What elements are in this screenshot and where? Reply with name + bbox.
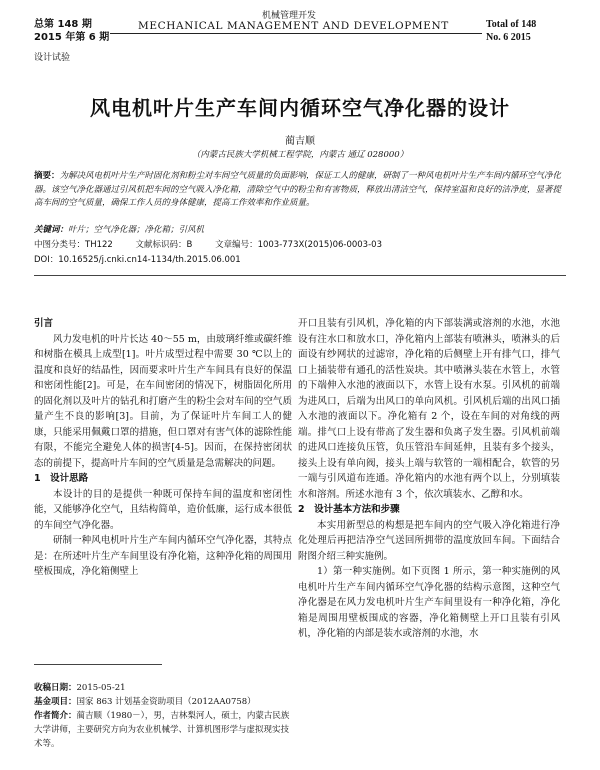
keywords-label: 关键词： [34, 225, 69, 235]
received-value: 2015-05-21 [76, 683, 126, 693]
author-affiliation: （内蒙古民族大学机械工程学院，内蒙古 通辽 028000） [191, 150, 409, 160]
header-rule [110, 33, 482, 34]
paragraph: 风力发电机的叶片长达 40～55 m，由玻璃纤维或碳纤维和树脂在模具上成型[1]。叶片成型过程中需要 30 ℃以上的温度和良好的结晶性，因而要求叶片生产车间具有良好的保温和密闭性能[2]。可是，在车间密闭的情况下，树脂固化所用的固化剂以及叶片的钻孔和打磨产生的粉尘会对车间的空气质量产生不良的影响[3]。目前，为了保证叶片车间工人的健康，只能采用佩戴口罩的措施，但口罩对有害气体的滤除性能有限，不能完全避免人体的损害[4-5]。因而，在保持密闭状态的前提下，提高叶片车间的空气质量是急需解决的问题。 [34, 333, 292, 469]
abstract-rule [34, 275, 566, 276]
fund-project [34, 695, 292, 709]
right-column [298, 316, 560, 642]
abstract-text: 为解决风电机叶片生产时固化剂和粉尘对车间空气质量的负面影响，保证工人的健康，研制了一种风电机叶片生产车间内循环空气净化器。该空气净化器通过引风机把车间的空气吸入净化箱，清除空气中的粉尘和有害物质，释放出清洁空气，保持室温和良好的洁净度，显著提高车间的空气质量，确保工作人员的身体健康，提高工作效率和作业质量。 [34, 171, 562, 208]
paragraph: 1）第一种实施例。如下页图 1 所示，第一种实施例的风电机叶片生产车间内循环空气净化器的结构示意图，这种空气净化器是在风力发电机叶片生产车间里设有一种净化箱，净化箱是周围用壁板围成的容器，净化箱侧壁上开口且装有引风机，净化箱的内部是装水或溶剂的水池，水 [298, 566, 560, 639]
received-label: 收稿日期： [34, 683, 77, 693]
paragraph: 开口且装有引风机，净化箱的内下部装满或溶剂的水池，水池设有注水口和放水口，净化箱内上部装有喷淋头，喷淋头的后面设有纱网状的过滤帘，净化箱的后侧壁上开有排气口，排气口上插装带有通孔的活性炭块。其中喷淋头装在水管上，水管的下端伸入水池的液面以下，水管上设有水泵。引风机的前端为进风口，后端为出风口的单向风机。引风机后端的出风口插入水池的液面以下。净化箱有 2 个，设在车间的对角线的两端。排气口上设有带高了发生器和负离子发生器。引风机前端的进风口连接负压管，负压管沿车间延伸，且装有多个接头，接头上设有单向阀，接头上端与软管的一端相配合，软管的另一端与引风道布连通。净化箱内的水池有两个以上，分别填装水和溶剂。所述水池有 3 个，依次填装水、乙醇和水。 [298, 318, 560, 500]
abstract [34, 170, 562, 211]
received-date [34, 681, 292, 695]
document-code: 文献标识码：B [135, 240, 193, 250]
fund-label: 基金项目： [34, 697, 77, 707]
classification-line [34, 238, 562, 250]
keywords [34, 223, 562, 235]
paper-title: 风电机叶片生产车间内循环空气净化器的设计 [90, 96, 510, 120]
article-number: 文章编号：1003-773X(2015)06-0003-03 [215, 240, 382, 250]
paragraph: 本实用新型总的构想是把车间内的空气吸入净化箱进行净化处理后再把洁净空气送回所拥带的温度放回车间。下面结合附图介绍三种实施例。 [298, 519, 560, 562]
left-column [34, 316, 292, 580]
doi: DOI：10.16525/j.cnki.cn14-1134/th.2015.06.001 [34, 255, 241, 265]
author-name: 蔺吉顺 [285, 136, 315, 147]
author-bio [34, 709, 292, 751]
keywords-text: 叶片；空气净化器；净化箱；引风机 [68, 225, 205, 235]
abstract-label: 摘要： [34, 171, 60, 181]
issue-total-en: Total of 148 [486, 19, 537, 30]
footnote-rule [34, 664, 162, 665]
issue-number-cn [34, 18, 109, 44]
heading-methods: 2 设计基本方法和步骤 [298, 504, 400, 515]
heading-design-idea: 1 设计思路 [34, 473, 89, 484]
bio-label: 作者简介： [34, 711, 77, 721]
issue-number-en [486, 18, 536, 44]
journal-name-en: MECHANICAL MANAGEMENT AND DEVELOPMENT [138, 20, 449, 32]
heading-introduction: 引言 [34, 318, 54, 329]
fund-value: 国家 863 计划基金资助项目（2012AA0758） [76, 697, 256, 707]
journal-name-cn: 机械管理开发 [262, 11, 317, 21]
issue-year-en: No. 6 2015 [486, 32, 531, 43]
footnote [34, 681, 292, 751]
clc-number: 中图分类号：TH122 [34, 240, 113, 250]
bio-value: 蔺吉顺（1980－），男，吉林梨河人，硕士，内蒙古民族大学讲师，主要研究方向为农业机械学、计算机图形学与虚拟现实技术等。 [34, 711, 290, 749]
issue-year-cn: 2015 年第 6 期 [34, 32, 110, 43]
section-tag: 设计试验 [34, 53, 71, 63]
issue-total-cn: 总第 148 期 [34, 19, 92, 30]
paragraph: 本设计的目的是提供一种既可保持车间的温度和密闭性能，又能够净化空气，且结构简单，造价低廉，运行成本很低的车间空气净化器。 [34, 488, 292, 531]
paragraph: 研制一种风电机叶片生产车间内循环空气净化器，其特点是：在所述叶片生产车间里设有净化箱，这种净化箱的周围用壁板围成，净化箱侧壁上 [34, 535, 292, 577]
